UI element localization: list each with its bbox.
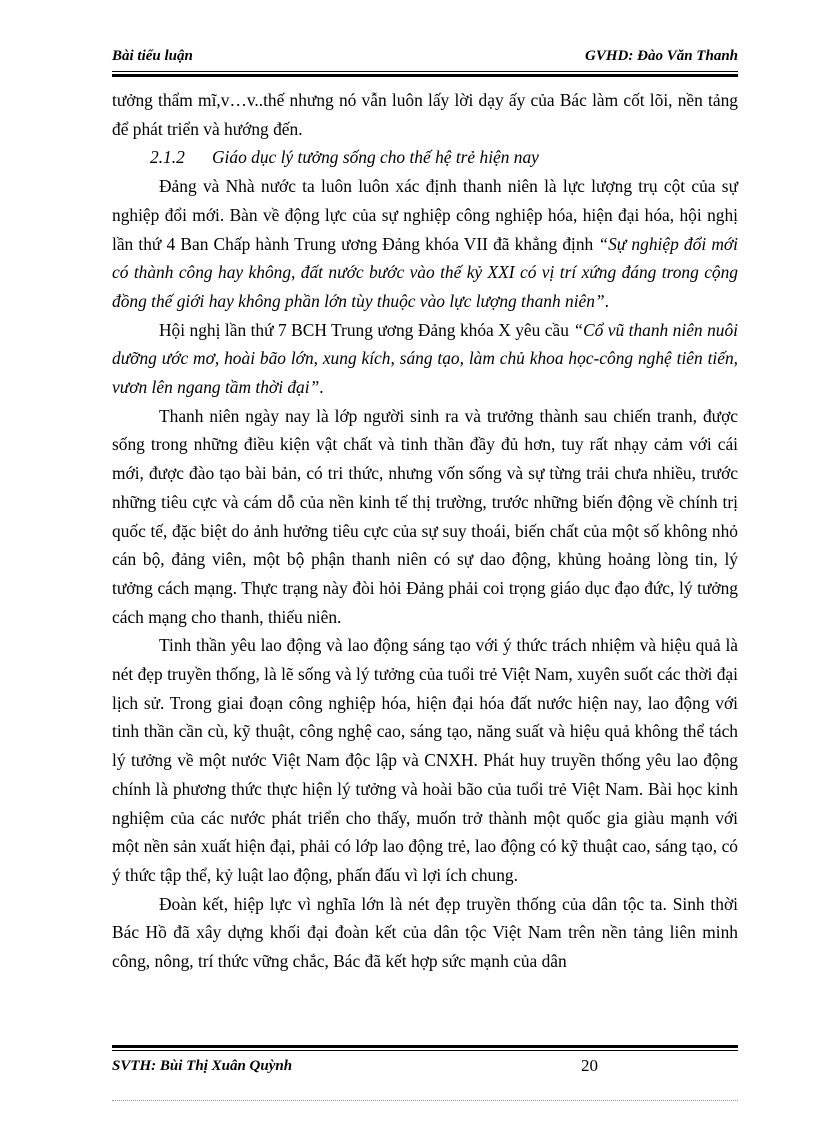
paragraph-5: Đoàn kết, hiệp lực vì nghĩa lớn là nét đẹp truyền thống của dân tộc ta. Sinh thời Bác Hồ đã xây dựng khối đại đoàn kết của dân tộc Việt Nam trên nền tảng liên minh công, nông, trí thức vững chắc, Bác đã kết hợp sức mạnh của dân: [112, 893, 738, 972]
footer-rule-thick: [112, 1045, 738, 1048]
paragraph-2: [112, 316, 738, 402]
paragraph-3: Thanh niên ngày nay là lớp người sinh ra và trưởng thành sau chiến tranh, được sống trong những điều kiện vật chất và tinh thần đầy đủ hơn, tuy rất nhạy cảm với cái mới, được đào tạo bài bản, có tri thức, nhưng vốn sống và sự từng trải chưa nhiều, trước những tiêu cực và cám dỗ của nền kinh tế thị trường, trước những biến động về chính trị quốc tế, đặc biệt do ảnh hưởng tiêu cực của sự suy thoái, biến chất của một số không nhỏ cán bộ, đảng viên, một bộ phận thanh niên có sự dao động, khủng hoảng lòng tin, lý tưởng cách mạng. Thực trạng này đòi hỏi Đảng phải coi trọng giáo dục đạo đức, lý tưởng cách mạng cho thanh, thiếu niên.: [112, 405, 738, 627]
page-header: [112, 48, 738, 70]
section-heading: [112, 143, 738, 172]
header-rule-thin: [112, 71, 738, 72]
bottom-dotted-line: [112, 1100, 738, 1101]
paragraph-2-quote: “Cổ vũ thanh niên nuôi dưỡng ước mơ, hoài bão lớn, xung kích, sáng tạo, làm chủ khoa học-công nghệ tiên tiến, vươn lên ngang tầm thời đại”: [112, 319, 738, 398]
paragraph-1: [112, 172, 738, 316]
section-title: Giáo dục lý tưởng sống cho thế hệ trẻ hiện nay: [212, 147, 539, 168]
header-title: Bài tiểu luận: [112, 48, 193, 64]
document-body: [112, 86, 738, 976]
header-rule-thick: [112, 74, 738, 77]
paragraph-2-text: Hội nghị lần thứ 7 BCH Trung ương Đảng khóa X yêu cầu: [159, 319, 574, 340]
paragraph-1-end: .: [604, 290, 609, 311]
page-number: 20: [581, 1056, 598, 1075]
footer-rule-thin: [112, 1050, 738, 1051]
footer-author: SVTH: Bùi Thị Xuân Quỳnh: [112, 1058, 293, 1074]
paragraph-continuation: tưởng thẩm mĩ,v…v..thế nhưng nó vẫn luôn lấy lời dạy ấy của Bác làm cốt lõi, nền tảng để phát triển và hướng đến.: [112, 90, 738, 139]
page-footer: [112, 1058, 738, 1080]
section-number: 2.1.2: [150, 147, 185, 168]
paragraph-2-end: .: [319, 377, 324, 398]
paragraph-1-quote: “Sự nghiệp đổi mới có thành công hay không, đất nước bước vào thế kỷ XXI có vị trí xứng đáng trong cộng đồng thế giới hay không phần lớn tùy thuộc vào lực lượng thanh niên”: [112, 233, 738, 311]
header-supervisor: GVHD: Đào Văn Thanh: [585, 48, 738, 64]
paragraph-4: Tinh thần yêu lao động và lao động sáng tạo với ý thức trách nhiệm và hiệu quả là nét đẹp truyền thống, là lẽ sống và lý tưởng của tuổi trẻ Việt Nam, xuyên suốt các thời đại lịch sử. Trong giai đoạn công nghiệp hóa, hiện đại hóa đất nước hiện nay, lao động với tinh thần cần cù, kỹ thuật, công nghệ cao, sáng tạo, năng suất và hiệu quả không thể tách lý tưởng về một nước Việt Nam độc lập và CNXH. Phát huy truyền thống yêu lao động chính là phương thức thực hiện lý tưởng và hoài bão của tuổi trẻ Việt Nam. Bài học kinh nghiệm của các nước phát triển cho thấy, muốn trở thành một quốc gia giàu mạnh với một nền sản xuất hiện đại, phải có lớp lao động trẻ, lao động có kỹ thuật cao, sáng tạo, có ý thức tập thể, kỷ luật lao động, phấn đấu vì lợi ích chung.: [112, 635, 738, 885]
paragraph-1-text: Đảng và Nhà nước ta luôn luôn xác định thanh niên là lực lượng trụ cột của sự nghiệp đổi mới. Bàn về động lực của sự nghiệp công nghiệp hóa, hiện đại hóa, hội nghị lần thứ 4 Ban Chấp hành Trung ương Đảng khóa VII đã khẳng định: [112, 176, 738, 254]
